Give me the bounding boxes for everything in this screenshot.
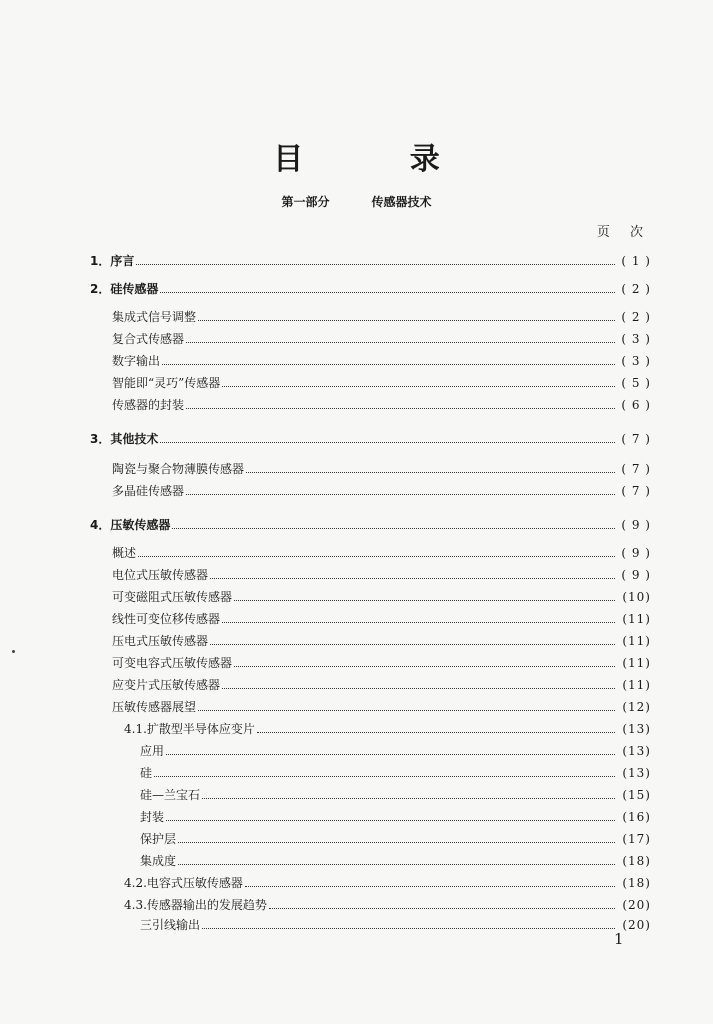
toc-entry-page: ( 3 )	[621, 354, 651, 368]
toc-entry-page: ( 6 )	[621, 398, 651, 412]
toc-entry	[140, 853, 651, 869]
toc-entry-label: 可变电容式压敏传感器	[112, 656, 233, 670]
toc-entry-page: ( 1 )	[621, 254, 651, 268]
toc-entry-label: 应变片式压敏传感器	[112, 678, 221, 692]
toc-entry-label: 应用	[140, 744, 165, 758]
toc-dot-leader	[136, 264, 615, 265]
toc-entry-label: 可变磁阻式压敏传感器	[112, 590, 233, 604]
toc-entry-label: 线性可变位移传感器	[112, 612, 221, 626]
toc-entry-label: 保护层	[140, 832, 177, 846]
toc-entry	[140, 787, 651, 803]
toc-dot-leader	[178, 864, 615, 865]
scan-speck	[12, 650, 15, 653]
toc-entry-page: (10)	[622, 590, 651, 604]
toc-entry	[112, 655, 651, 671]
part-label: 第一部分	[281, 195, 330, 209]
toc-dot-leader	[222, 688, 615, 689]
toc-entry	[112, 545, 651, 561]
toc-entry	[112, 611, 651, 627]
toc-dot-leader	[162, 364, 615, 365]
toc-entry	[90, 253, 651, 269]
toc-dot-leader	[186, 408, 615, 409]
toc-entry-page: (11)	[622, 612, 651, 626]
toc-entry-label: 压敏传感器展望	[112, 700, 197, 714]
toc-entry-page: (18)	[622, 876, 651, 890]
toc-entry-page: (13)	[622, 766, 651, 780]
toc-entry-label: 智能即“灵巧”传感器	[112, 376, 221, 390]
toc-entry	[140, 917, 651, 933]
toc-dot-leader	[222, 386, 615, 387]
toc-entry-label: 2．硅传感器	[90, 282, 159, 296]
toc-entry	[124, 897, 651, 913]
toc-entry-label: 4.3.传感器输出的发展趋势	[124, 898, 267, 912]
toc-entry-label: 多晶硅传感器	[112, 484, 185, 498]
toc-dot-leader	[166, 754, 615, 755]
toc-entry-label: 集成式信号调整	[112, 310, 197, 324]
toc-entry-page: (17)	[622, 832, 651, 846]
toc-entry-page: (16)	[622, 810, 651, 824]
toc-entry	[112, 375, 651, 391]
toc-entry-label: 电位式压敏传感器	[112, 568, 209, 582]
toc-entry-page: (12)	[622, 700, 651, 714]
toc-dot-leader	[172, 528, 615, 529]
part-name: 传感器技术	[371, 195, 432, 209]
toc-entry	[140, 743, 651, 759]
toc-entry	[140, 765, 651, 781]
toc-entry-page: ( 3 )	[621, 332, 651, 346]
toc-entry	[124, 875, 651, 891]
toc-entry-label: 4．压敏传感器	[90, 518, 171, 532]
toc-entry	[112, 397, 651, 413]
toc-entry	[112, 461, 651, 477]
toc-entry	[112, 567, 651, 583]
toc-entry-page: (13)	[622, 744, 651, 758]
toc-entry-page: ( 2 )	[621, 282, 651, 296]
toc-entry-page: (11)	[622, 656, 651, 670]
toc-entry-label: 复合式传感器	[112, 332, 185, 346]
toc-entry-label: 4.1.扩散型半导体应变片	[124, 722, 255, 736]
toc-entry-label: 硅—兰宝石	[140, 788, 201, 802]
toc-dot-leader	[210, 578, 615, 579]
toc-dot-leader	[269, 908, 615, 909]
toc-entry-page: (11)	[622, 678, 651, 692]
toc-dot-leader	[198, 710, 615, 711]
part-heading	[0, 193, 713, 210]
toc-entry-label: 1．序言	[90, 254, 135, 268]
toc-entry-label: 传感器的封装	[112, 398, 185, 412]
page-column-header: 页 次	[596, 225, 651, 240]
toc-dot-leader	[202, 798, 615, 799]
toc-entry-label: 压电式压敏传感器	[112, 634, 209, 648]
page-title: 目 录	[273, 142, 488, 177]
toc-dot-leader	[154, 776, 615, 777]
toc-dot-leader	[234, 666, 615, 667]
toc-entry	[140, 809, 651, 825]
toc-entry	[112, 677, 651, 693]
toc-dot-leader	[222, 622, 615, 623]
toc-entry	[140, 831, 651, 847]
toc-entry-page: (20)	[622, 898, 651, 912]
toc-entry-label: 集成度	[140, 854, 177, 868]
toc-entry-page: (13)	[622, 722, 651, 736]
toc-entry-page: ( 9 )	[621, 518, 651, 532]
toc-dot-leader	[210, 644, 615, 645]
toc-entry-label: 封装	[140, 810, 165, 824]
toc-entry	[90, 431, 651, 447]
toc-entry-page: ( 5 )	[621, 376, 651, 390]
toc-entry-page: (18)	[622, 854, 651, 868]
toc-entry-label: 三引线输出	[140, 918, 201, 932]
toc-entry-page: ( 2 )	[621, 310, 651, 324]
toc-dot-leader	[160, 292, 615, 293]
toc-dot-leader	[257, 732, 615, 733]
toc-entry-page: ( 7 )	[621, 484, 651, 498]
toc-entry-page: ( 7 )	[621, 432, 651, 446]
toc-entry	[112, 633, 651, 649]
toc-dot-leader	[186, 494, 615, 495]
toc-entry	[112, 309, 651, 325]
toc-dot-leader	[166, 820, 615, 821]
toc-dot-leader	[246, 472, 615, 473]
toc-entry	[112, 699, 651, 715]
toc-dot-leader	[186, 342, 615, 343]
toc-dot-leader	[202, 928, 615, 929]
toc-entry-page: (20)	[622, 918, 651, 932]
toc-entry-label: 4.2.电容式压敏传感器	[124, 876, 243, 890]
toc-dot-leader	[138, 556, 615, 557]
toc-entry-label: 陶瓷与聚合物薄膜传感器	[112, 462, 245, 476]
toc-entry	[90, 517, 651, 533]
toc-entry-page: (11)	[622, 634, 651, 648]
toc-entry-label: 硅	[140, 766, 153, 780]
toc-entry-page: ( 9 )	[621, 568, 651, 582]
toc-entry	[112, 483, 651, 499]
toc-entry	[112, 331, 651, 347]
toc-dot-leader	[178, 842, 615, 843]
toc-entry-page: ( 9 )	[621, 546, 651, 560]
toc-dot-leader	[234, 600, 615, 601]
toc-dot-leader	[160, 442, 615, 443]
toc-entry	[90, 281, 651, 297]
toc-entry-page: ( 7 )	[621, 462, 651, 476]
toc-dot-leader	[245, 886, 615, 887]
toc-entry-page: (15)	[622, 788, 651, 802]
toc-entry	[112, 353, 651, 369]
toc-entry-label: 3．其他技术	[90, 432, 159, 446]
toc-dot-leader	[198, 320, 615, 321]
toc-entry-label: 数字输出	[112, 354, 161, 368]
toc-entry	[112, 589, 651, 605]
toc-entry	[124, 721, 651, 737]
page-number: 1	[614, 930, 624, 948]
toc-entry-label: 概述	[112, 546, 137, 560]
